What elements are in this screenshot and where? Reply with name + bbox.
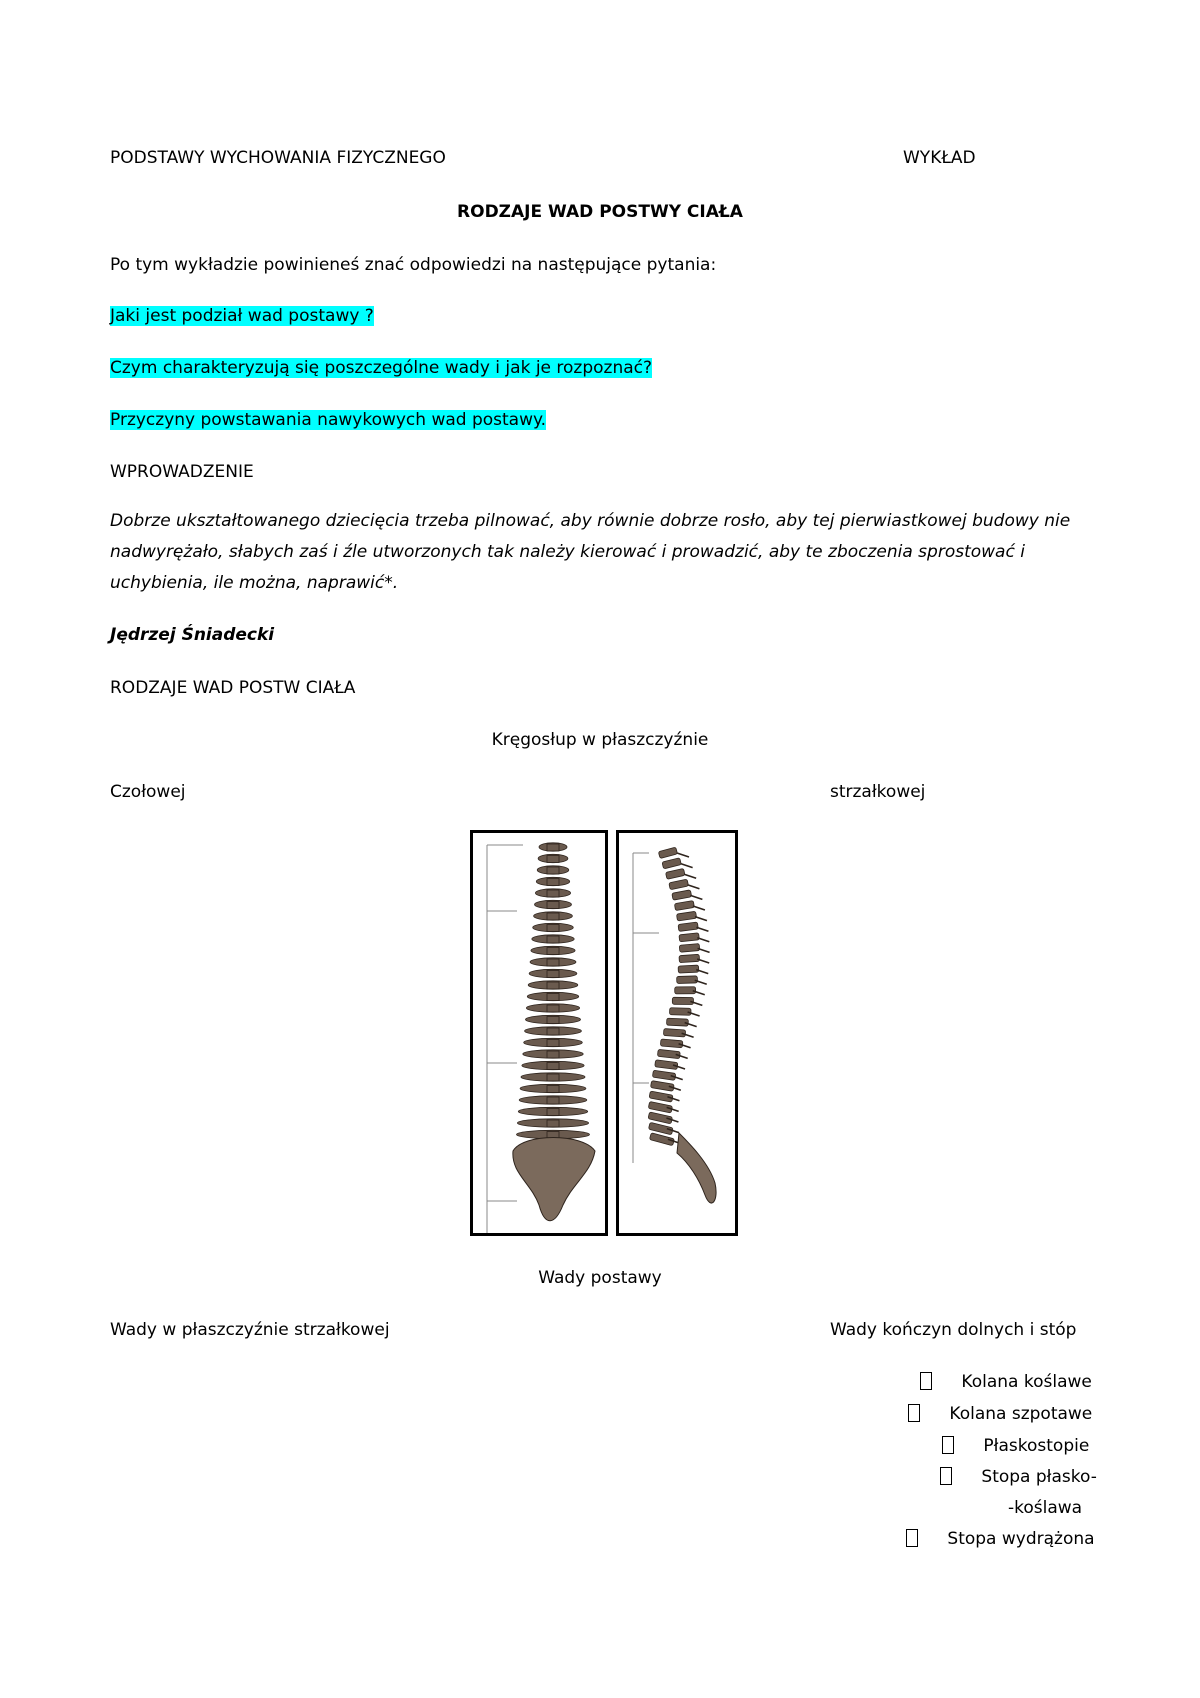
quote-author: Jędrzej Śniadecki <box>110 625 275 645</box>
quote-paragraph: Dobrze ukształtowanego dziecięcia trzeba pilnować, aby równie dobrze rosło, aby tej pierwiastkowej budowy nie nadwyrężało, słabych zaś i źle utworzonych tak należy kierować i prowadzić, aby te zboczenia sprostować i uchybienia, ile można, naprawić*. <box>110 511 1071 593</box>
vertebra-shape <box>648 1112 673 1124</box>
vertebra-body-shape <box>547 1097 559 1104</box>
vertebra-shape <box>678 922 698 931</box>
plane-sagittal-label: strzałkowej <box>830 782 926 802</box>
bullet-box-icon <box>908 1404 920 1422</box>
vertebra-shape <box>676 911 696 921</box>
bullet-box-icon <box>920 1372 932 1390</box>
vertebra-shape <box>669 879 689 890</box>
vertebra-shape <box>648 1101 672 1113</box>
vertebra-body-shape <box>547 902 559 909</box>
list-item <box>920 1372 1092 1392</box>
vertebra-body-shape <box>547 959 559 966</box>
vertebra-shape <box>679 944 700 953</box>
vertebra-body-shape <box>547 890 559 897</box>
question-3 <box>110 410 546 430</box>
vertebra-body-shape <box>547 925 559 932</box>
list-item-label: Stopa wydrążona <box>947 1529 1095 1549</box>
page-title: RODZAJE WAD POSTWY CIAŁA <box>457 202 743 222</box>
list-item-label: Kolana szpotawe <box>949 1404 1093 1424</box>
defects-heading: Wady postawy <box>538 1268 662 1288</box>
list-item-label: -koślawa <box>1008 1498 1083 1518</box>
list-item-label: Stopa płasko- <box>981 1467 1097 1487</box>
vertebra-body-shape <box>547 1005 559 1012</box>
question-1-text: Jaki jest podział wad postawy ? <box>110 306 374 326</box>
spine-heading: Kręgosłup w płaszczyźnie <box>491 730 709 750</box>
vertebra-shape <box>666 868 686 879</box>
vertebra-body-shape <box>547 1063 559 1070</box>
vertebra-body-shape <box>547 936 559 943</box>
vertebra-body-shape <box>547 879 559 886</box>
vertebra-body-shape <box>547 971 559 978</box>
spinous-process-shape <box>684 874 696 878</box>
spine-front-view-icon <box>473 833 605 1233</box>
vertebra-shape <box>674 901 694 911</box>
vertebra-body-shape <box>547 994 559 1001</box>
vertebra-body-shape <box>547 1028 559 1035</box>
plane-frontal-label: Czołowej <box>110 782 186 802</box>
spinous-process-shape <box>681 864 693 868</box>
bullet-box-icon <box>942 1436 954 1454</box>
spine-side-figure <box>616 830 738 1236</box>
spine-front-figure <box>470 830 608 1236</box>
bullet-box-icon <box>940 1467 952 1485</box>
course-title: PODSTAWY WYCHOWANIA FIZYCZNEGO <box>110 148 446 168</box>
vertebra-body-shape <box>547 1074 559 1081</box>
vertebra-shape <box>658 847 677 858</box>
lower-limb-defects-label: Wady kończyn dolnych i stóp <box>830 1320 1077 1340</box>
vertebra-body-shape <box>547 867 559 874</box>
question-3-text: Przyczyny powstawania nawykowych wad postawy. <box>110 410 547 430</box>
section-heading-intro: WPROWADZENIE <box>110 462 254 482</box>
document-type: WYKŁAD <box>903 148 976 168</box>
vertebra-shape <box>650 1081 674 1092</box>
list-item-continuation <box>1008 1498 1082 1518</box>
vertebra-shape <box>675 987 696 994</box>
vertebra-body-shape <box>547 982 559 989</box>
vertebra-shape <box>649 1091 673 1102</box>
vertebra-shape <box>672 997 693 1004</box>
vertebra-shape <box>677 976 698 984</box>
list-item-label: Kolana koślawe <box>961 1372 1092 1392</box>
list-item <box>908 1404 1092 1424</box>
question-2 <box>110 358 652 378</box>
vertebra-body-shape <box>547 913 559 920</box>
vertebra-body-shape <box>547 844 559 851</box>
list-item <box>906 1529 1095 1549</box>
vertebra-body-shape <box>547 1051 559 1058</box>
section-heading-types: RODZAJE WAD POSTW CIAŁA <box>110 678 356 698</box>
vertebra-shape <box>679 933 699 942</box>
vertebra-body-shape <box>547 856 559 863</box>
spinous-process-shape <box>697 938 709 942</box>
bullet-box-icon <box>906 1529 918 1547</box>
list-item <box>942 1436 1089 1456</box>
vertebra-body-shape <box>547 1040 559 1047</box>
list-item <box>940 1467 1097 1487</box>
intro-text: Po tym wykładzie powinieneś znać odpowiedzi na następujące pytania: <box>110 255 717 275</box>
vertebra-shape <box>678 965 699 973</box>
spinous-process-shape <box>693 906 705 910</box>
spinous-process-shape <box>690 895 702 899</box>
vertebra-body-shape <box>547 1017 559 1024</box>
question-1 <box>110 306 374 326</box>
spinous-process-shape <box>696 927 708 931</box>
sagittal-defects-label: Wady w płaszczyźnie strzałkowej <box>110 1320 390 1340</box>
vertebra-shape <box>672 890 692 900</box>
vertebra-shape <box>679 954 700 962</box>
vertebra-body-shape <box>547 1086 559 1093</box>
vertebra-shape <box>662 858 681 869</box>
spinous-process-shape <box>695 917 707 921</box>
vertebra-body-shape <box>547 948 559 955</box>
spine-side-view-icon <box>619 833 735 1233</box>
spinous-process-shape <box>677 853 689 857</box>
vertebra-body-shape <box>547 1109 559 1116</box>
vertebra-body-shape <box>547 1120 559 1127</box>
spinous-process-shape <box>687 885 699 889</box>
question-2-text: Czym charakteryzują się poszczególne wady i jak je rozpoznać? <box>110 358 653 378</box>
list-item-label: Płaskostopie <box>983 1436 1090 1456</box>
